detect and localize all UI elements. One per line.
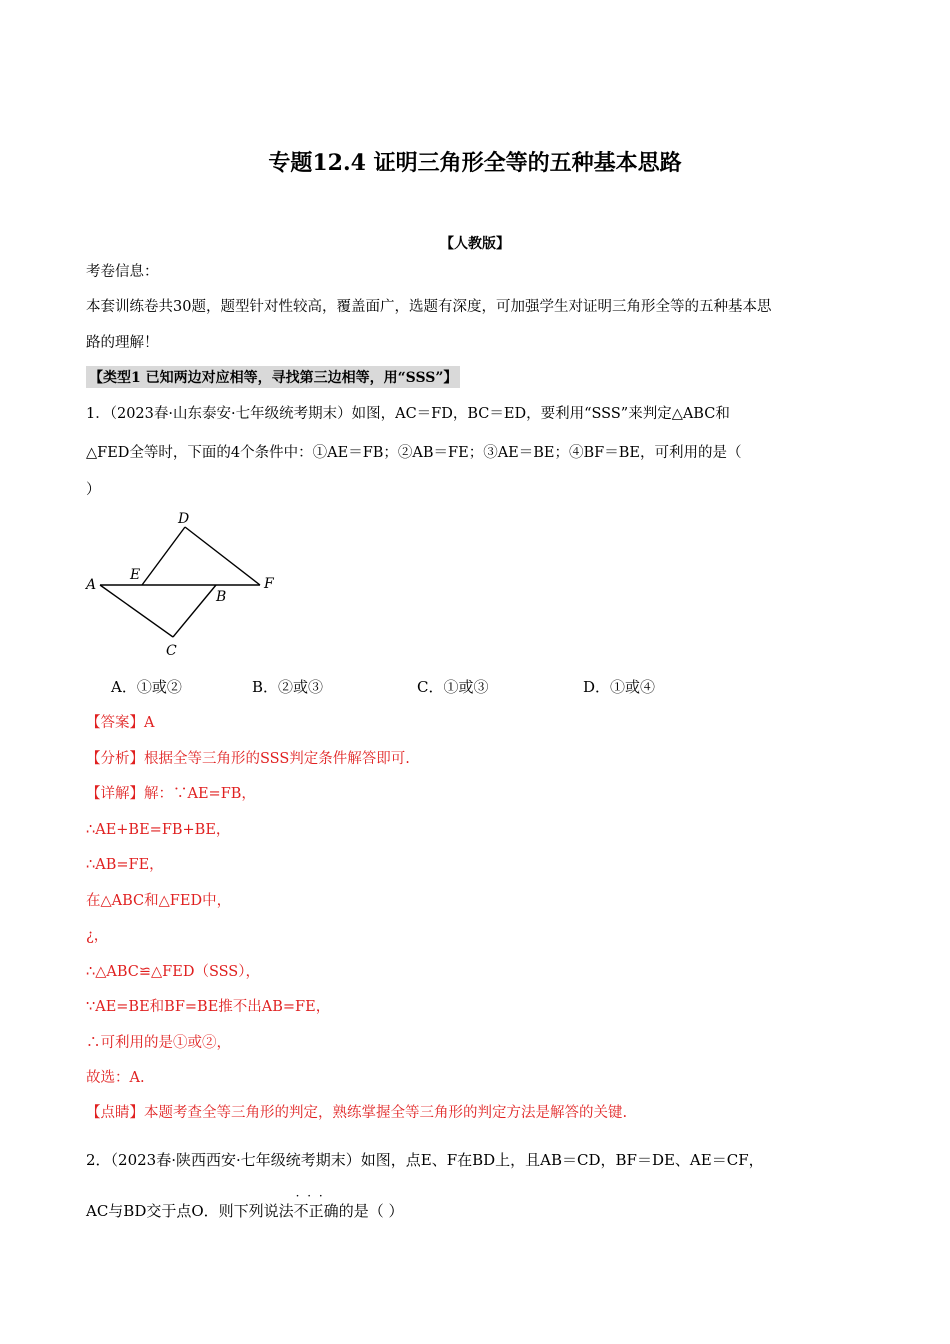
label-c: C <box>166 643 177 659</box>
q1-detail-line: ∵AE=BE和BF=BE推不出AB=FE， <box>86 999 331 1015</box>
q1-comment: 【点睛】本题考查全等三角形的判定，熟练掌握全等三角形的判定方法是解答的关键. <box>86 1105 628 1121</box>
q2-line-2 <box>86 1200 403 1221</box>
q1-detail-line: ∴AE+BE=FB+BE， <box>86 822 231 838</box>
q2-emphasis: · · · 不正确 <box>294 1202 339 1220</box>
type1-banner: 【类型1 已知两边对应相等，寻找第三边相等，用“SSS”】 <box>86 366 460 388</box>
edition-label: 【人教版】 <box>440 236 510 252</box>
q1-detail-line: ¿， <box>86 928 109 944</box>
intro-line-1: 本套训练卷共30题，题型针对性较高，覆盖面广，选题有深度，可加强学生对证明三角形全等的五种基本思 <box>86 299 772 315</box>
q2-line-1: 2．（2023春·陕西西安·七年级统考期末）如图，点E、F在BD上，且AB＝CD，BF＝DE、AE＝CF， <box>86 1151 764 1169</box>
line-cb <box>173 585 216 637</box>
q2-line-2-start: AC与BD交于点O．则下列说法 <box>86 1202 294 1220</box>
line-df <box>185 527 260 585</box>
info-label: 考卷信息： <box>86 264 159 280</box>
q1-detail-line: ∴△ABC≌△FED（SSS）， <box>86 964 260 980</box>
q1-detail-line: ∴AB=FE， <box>86 857 164 873</box>
intro-line-2: 路的理解！ <box>86 335 159 351</box>
q1-detail-line: 故选：A. <box>86 1070 145 1086</box>
q1-answer: 【答案】A <box>86 715 155 731</box>
q2-line-2-end: 的是（ ） <box>338 1202 404 1220</box>
line-ed <box>142 527 185 585</box>
q1-option-b[interactable]: B．②或③ <box>252 678 324 696</box>
q1-option-d[interactable]: D．①或④ <box>583 678 656 696</box>
label-d: D <box>178 511 190 527</box>
line-ac <box>100 585 173 637</box>
q1-line-3: ） <box>86 482 101 498</box>
q1-detail-line: 在△ABC和△FED中， <box>86 893 232 909</box>
q1-line-2: △FED全等时，下面的4个条件中：①AE＝FB；②AB＝FE；③AE＝BE；④BF＝BE，可利用的是（ <box>86 445 742 461</box>
q1-option-a[interactable]: A．①或② <box>111 678 182 696</box>
q1-figure <box>80 505 290 660</box>
q1-analysis: 【分析】根据全等三角形的SSS判定条件解答即可. <box>86 751 410 767</box>
q1-detail-line: 【详解】解：∵AE=FB， <box>86 786 256 802</box>
label-f: F <box>264 576 274 592</box>
q1-line-1: 1．（2023春·山东泰安·七年级统考期末）如图，AC＝FD，BC＝ED，要利用“SSS”来判定△ABC和 <box>86 406 730 422</box>
page-title: 专题12.4 证明三角形全等的五种基本思路 <box>268 150 682 176</box>
label-e: E <box>130 567 141 583</box>
label-b: B <box>216 589 227 605</box>
q1-detail-line: ∴可利用的是①或②， <box>86 1035 231 1051</box>
q1-option-c[interactable]: C．①或③ <box>417 678 489 696</box>
label-a: A <box>86 577 97 593</box>
